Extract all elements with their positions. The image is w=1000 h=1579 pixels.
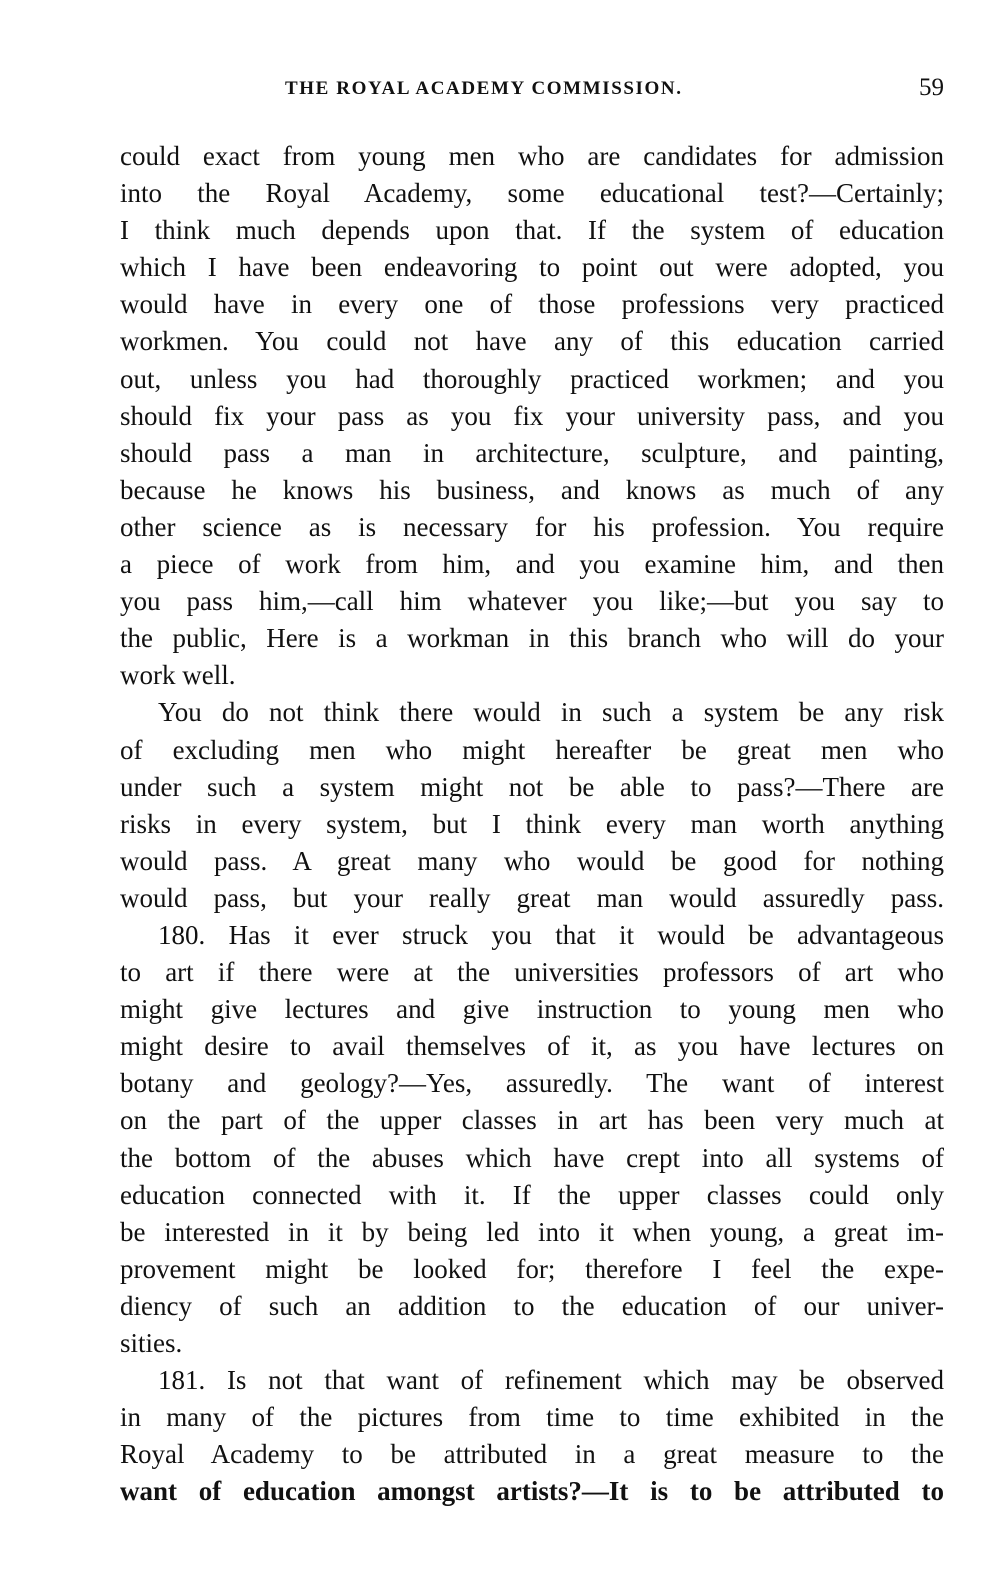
text-line: would pass, but your really great man would assuredly pass. (120, 882, 944, 913)
running-head (120, 74, 944, 104)
body-text (120, 138, 944, 1510)
text-line: You do not think there would in such a system be any risk (158, 697, 944, 728)
text-line: Royal Academy to be attributed in a great measure to the (120, 1439, 944, 1470)
text-line: could exact from young men who are candidates for admission (120, 141, 944, 171)
text-line: workmen. You could not have any of this education carried (120, 326, 944, 357)
text-line: work well. (120, 660, 236, 691)
text-line: sities. (120, 1328, 183, 1358)
text-line: the public, Here is a workman in this branch who will do your (120, 623, 944, 654)
text-line: risks in every system, but I think every man worth anything (120, 808, 944, 839)
text-line: on the part of the upper classes in art has been very much at (120, 1105, 944, 1136)
text-line: in many of the pictures from time to time exhibited in the (120, 1402, 944, 1433)
text-line: out, unless you had thoroughly practiced workmen; and you (120, 363, 944, 394)
text-line: you pass him,—call him whatever you like;—but you say to (120, 586, 944, 617)
text-line: diency of such an addition to the education of our univer- (120, 1290, 944, 1321)
text-line: under such a system might not be able to pass?—There are (120, 771, 944, 802)
page-number: 59 (919, 74, 944, 101)
text-line: should fix your pass as you fix your university pass, and you (120, 400, 944, 431)
text-line: provement might be looked for; therefore I feel the expe- (120, 1253, 944, 1284)
text-line: I think much depends upon that. If the system of education (120, 215, 944, 246)
text-line: botany and geology?—Yes, assuredly. The want of interest (120, 1068, 944, 1099)
text-line: would pass. A great many who would be good for nothing (120, 845, 944, 876)
text-line: to art if there were at the universities professors of art who (120, 957, 944, 988)
text-line: a piece of work from him, and you examine him, and then (120, 549, 944, 580)
text-line: might give lectures and give instruction to young men who (120, 994, 944, 1025)
text-line: because he knows his business, and knows as much of any (120, 474, 944, 505)
text-line: which I have been endeavoring to point out were adopted, you (120, 252, 944, 283)
text-line: want of education amongst artists?—It is to be attributed to (120, 1476, 944, 1507)
text-line: 180. Has it ever struck you that it would be advantageous (158, 919, 944, 950)
running-title: THE ROYAL ACADEMY COMMISSION. (285, 78, 683, 99)
text-line: 181. Is not that want of refinement which may be observed (158, 1365, 944, 1396)
text-line: education connected with it. If the upper classes could only (120, 1179, 944, 1210)
text-line: other science as is necessary for his profession. You require (120, 511, 944, 542)
text-line: should pass a man in architecture, sculpture, and painting, (120, 437, 944, 468)
text-line: be interested in it by being led into it when young, a great im- (120, 1216, 944, 1247)
text-line: into the Royal Academy, some educational test?—Certainly; (120, 178, 944, 209)
text-line: might desire to avail themselves of it, as you have lectures on (120, 1031, 944, 1062)
text-line: the bottom of the abuses which have crept into all systems of (120, 1142, 944, 1173)
text-line: of excluding men who might hereafter be great men who (120, 734, 944, 765)
text-line: would have in every one of those professions very practiced (120, 289, 944, 320)
